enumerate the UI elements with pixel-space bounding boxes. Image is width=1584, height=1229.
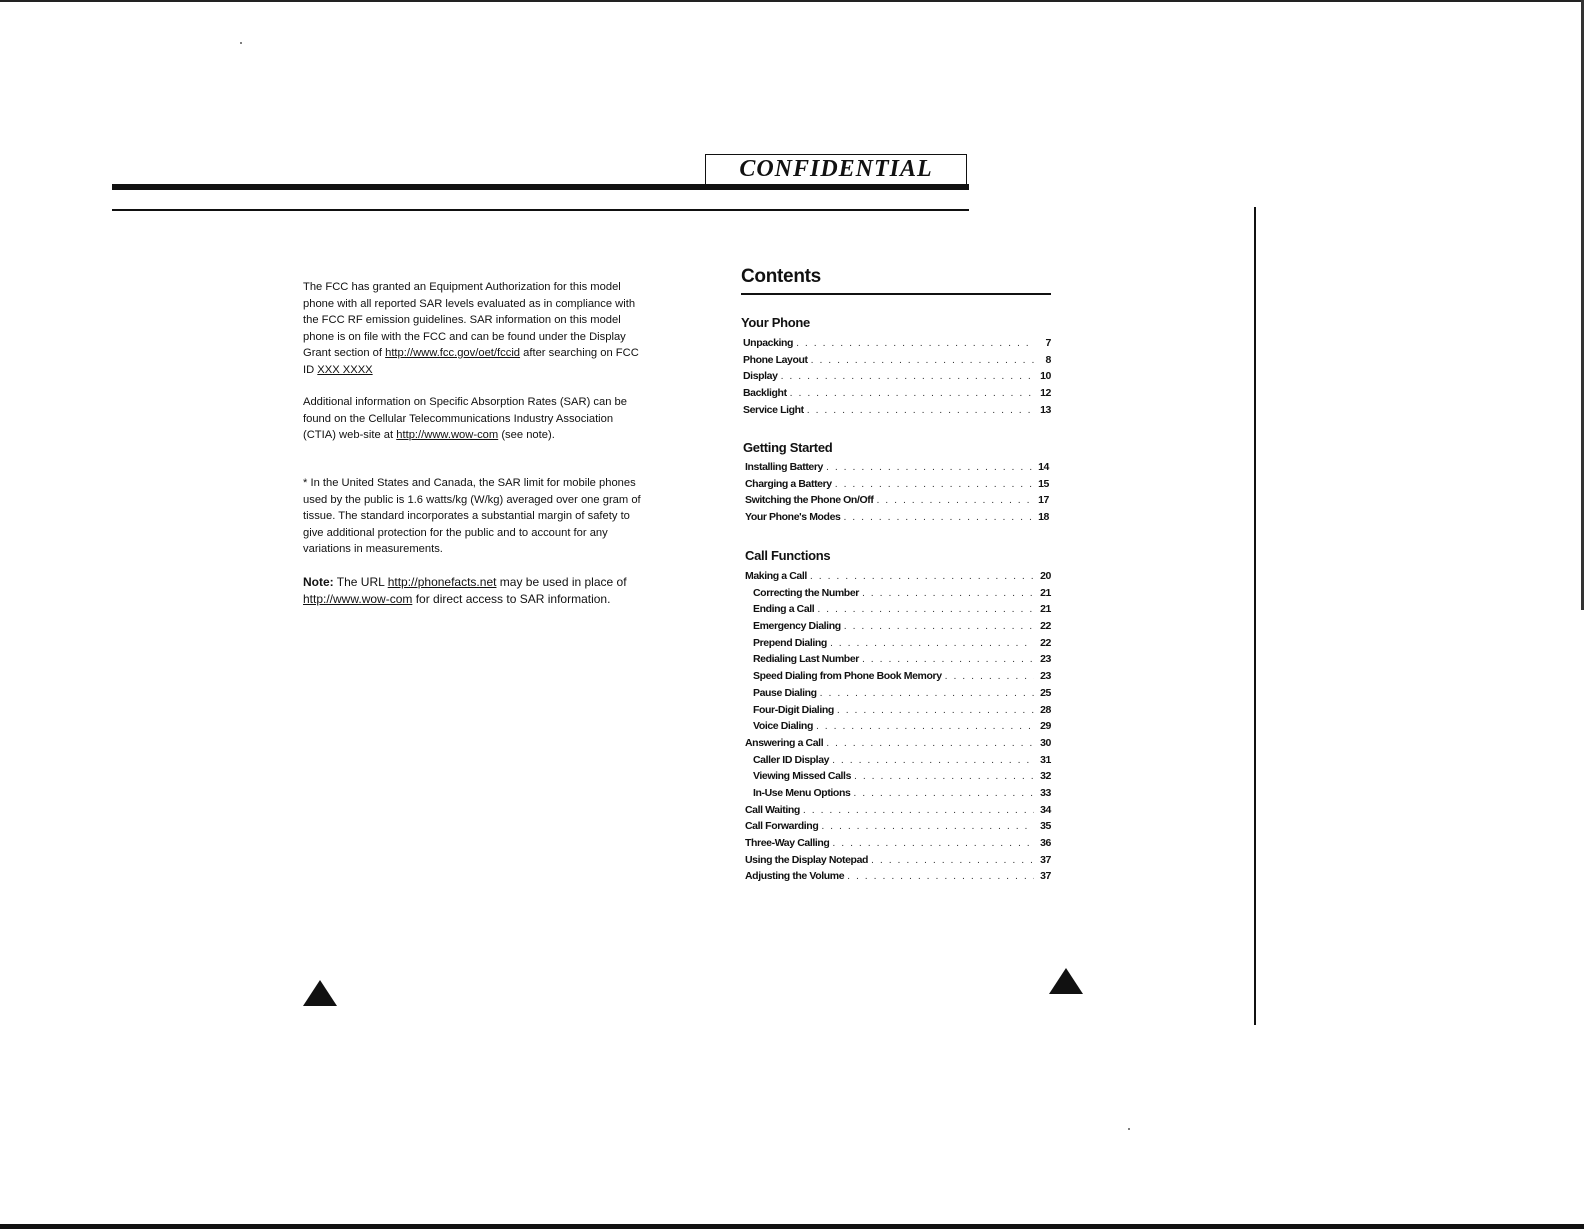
confidential-stamp bbox=[705, 154, 967, 184]
toc-page-number: 37 bbox=[1040, 853, 1051, 866]
toc-entry-label: Redialing Last Number bbox=[753, 653, 859, 666]
toc-dot-leader bbox=[862, 653, 1034, 665]
toc-page-number: 10 bbox=[1040, 370, 1051, 383]
toc-entry bbox=[745, 653, 1051, 670]
toc-entry-label: Three-Way Calling bbox=[745, 837, 830, 849]
toc-entry-label: Your Phone's Modes bbox=[745, 511, 841, 524]
toc-entry bbox=[745, 704, 1051, 721]
toc-entry bbox=[745, 737, 1051, 754]
phonefacts-link[interactable]: http://phonefacts.net bbox=[387, 575, 497, 589]
section-title-call-functions: Call Functions bbox=[745, 548, 831, 563]
toc-entry bbox=[743, 337, 1051, 354]
toc-page-number: 32 bbox=[1040, 770, 1051, 783]
toc-dot-leader bbox=[807, 404, 1034, 416]
toc-entry-label: Phone Layout bbox=[743, 353, 808, 366]
note-text: The URL bbox=[333, 575, 388, 589]
toc-page-number: 20 bbox=[1040, 570, 1051, 582]
toc-entry bbox=[745, 570, 1051, 587]
toc-entry bbox=[745, 687, 1051, 704]
toc-entry bbox=[745, 854, 1051, 871]
toc-dot-leader bbox=[810, 570, 1034, 582]
toc-entry-label: Switching the Phone On/Off bbox=[745, 494, 874, 507]
toc-entry bbox=[745, 870, 1051, 887]
toc-dot-leader bbox=[876, 494, 1032, 506]
toc-page-number: 33 bbox=[1040, 786, 1051, 799]
fcc-paragraph bbox=[303, 279, 643, 378]
toc-dot-leader bbox=[862, 587, 1034, 599]
wow-com-link[interactable]: http://www.wow-com bbox=[303, 591, 413, 606]
toc-entry-label: Unpacking bbox=[743, 337, 794, 349]
contents-title: Contents bbox=[741, 266, 821, 287]
toc-entry bbox=[745, 787, 1051, 804]
toc-entry bbox=[745, 670, 1051, 687]
toc-entry-label: Voice Dialing bbox=[753, 720, 813, 733]
note-text: for direct access to SAR information. bbox=[412, 591, 611, 606]
toc-page-number: 22 bbox=[1040, 636, 1051, 649]
toc-page-number: 29 bbox=[1040, 720, 1051, 733]
toc-entry bbox=[743, 370, 1051, 387]
toc-entry bbox=[745, 494, 1049, 511]
toc-dot-leader bbox=[830, 637, 1034, 649]
note-text: may be used in place of bbox=[496, 575, 627, 589]
toc-dot-leader bbox=[790, 387, 1034, 399]
toc-dot-leader bbox=[853, 787, 1034, 799]
toc-page-number: 14 bbox=[1038, 461, 1049, 473]
toc-entry bbox=[745, 478, 1049, 495]
toc-entry-label: Call Waiting bbox=[745, 803, 800, 816]
toc-entry-label: In-Use Menu Options bbox=[753, 786, 851, 799]
sar-text-after: (see note). bbox=[498, 429, 555, 441]
toc-entry-label: Installing Battery bbox=[745, 461, 823, 473]
header-thin-rule bbox=[112, 209, 969, 211]
toc-entry bbox=[745, 820, 1051, 837]
toc-list bbox=[743, 337, 1051, 420]
toc-dot-leader bbox=[871, 854, 1034, 866]
toc-entry-label: Pause Dialing bbox=[753, 686, 817, 699]
section-title-your-phone: Your Phone bbox=[741, 315, 810, 330]
toc-entry-label: Making a Call bbox=[745, 570, 807, 582]
toc-page-number: 12 bbox=[1040, 387, 1051, 400]
toc-page-number: 15 bbox=[1038, 477, 1049, 490]
fcc-link[interactable]: http://www.fcc.gov/oet/fccid bbox=[385, 347, 521, 359]
toc-page-number: 7 bbox=[1045, 337, 1051, 349]
toc-entry-label: Adjusting the Volume bbox=[745, 870, 845, 883]
toc-dot-leader bbox=[811, 354, 1034, 366]
toc-entry bbox=[743, 387, 1051, 404]
toc-entry bbox=[743, 404, 1051, 421]
toc-list bbox=[745, 570, 1051, 887]
note-paragraph bbox=[303, 574, 653, 607]
toc-entry-label: Speed Dialing from Phone Book Memory bbox=[753, 670, 942, 683]
toc-entry bbox=[745, 511, 1049, 528]
toc-page-number: 23 bbox=[1040, 670, 1051, 683]
toc-entry bbox=[745, 461, 1049, 478]
toc-page-number: 34 bbox=[1040, 803, 1051, 816]
toc-page-number: 22 bbox=[1040, 620, 1051, 633]
toc-dot-leader bbox=[821, 820, 1034, 832]
page-gutter-line bbox=[1254, 207, 1256, 1025]
toc-entry bbox=[745, 754, 1051, 771]
toc-page-number: 8 bbox=[1045, 353, 1051, 366]
toc-page-number: 13 bbox=[1040, 403, 1051, 416]
toc-entry bbox=[745, 720, 1051, 737]
toc-entry bbox=[745, 620, 1051, 637]
toc-entry-label: Answering a Call bbox=[745, 736, 824, 749]
toc-entry-label: Display bbox=[743, 370, 778, 383]
toc-page-number: 31 bbox=[1040, 753, 1051, 766]
toc-entry-label: Call Forwarding bbox=[745, 820, 819, 833]
triangle-page-marker-icon bbox=[1049, 968, 1083, 994]
toc-entry bbox=[745, 637, 1051, 654]
toc-entry bbox=[745, 603, 1051, 620]
page-top-edge bbox=[0, 0, 1584, 2]
toc-dot-leader bbox=[843, 511, 1032, 523]
toc-entry bbox=[745, 837, 1051, 854]
fcc-id: XXX XXXX bbox=[317, 363, 373, 376]
toc-dot-leader bbox=[854, 770, 1034, 782]
toc-entry-label: Charging a Battery bbox=[745, 477, 832, 490]
triangle-page-marker-icon bbox=[303, 980, 337, 1006]
toc-dot-leader bbox=[826, 461, 1032, 473]
toc-dot-leader bbox=[796, 337, 1034, 349]
toc-entry-label: Caller ID Display bbox=[753, 753, 830, 766]
toc-page-number: 18 bbox=[1038, 511, 1049, 524]
toc-dot-leader bbox=[826, 737, 1034, 749]
toc-entry-label: Backlight bbox=[743, 387, 787, 400]
section-title-getting-started: Getting Started bbox=[743, 440, 833, 455]
fcc-text-after: after searching on FCC ID bbox=[303, 347, 639, 376]
toc-dot-leader bbox=[945, 670, 1034, 682]
toc-entry-label: Correcting the Number bbox=[753, 586, 859, 599]
toc-dot-leader bbox=[820, 687, 1034, 699]
toc-entry-label: Ending a Call bbox=[753, 603, 815, 616]
toc-entry-label: Using the Display Notepad bbox=[745, 853, 869, 866]
fcc-text: The FCC has granted an Equipment Authorization for this model phone with all reported SAR levels evaluated as in compliance with the FCC RF emission guidelines. SAR information on this model phone is on file with the FCC and can be found under the Display Grant section of bbox=[303, 281, 636, 359]
toc-dot-leader bbox=[803, 804, 1034, 816]
note-label: Note: bbox=[303, 575, 334, 589]
toc-entry bbox=[743, 354, 1051, 371]
toc-dot-leader bbox=[844, 620, 1034, 632]
toc-entry-label: Service Light bbox=[743, 403, 804, 416]
toc-page-number: 35 bbox=[1040, 820, 1051, 833]
toc-dot-leader bbox=[816, 720, 1034, 732]
toc-dot-leader bbox=[781, 370, 1034, 382]
toc-entry-label: Four-Digit Dialing bbox=[753, 703, 834, 716]
sar-footnote: * In the United States and Canada, the SAR limit for mobile phones used by the public is 1.6 watts/kg (W/kg) averaged over one gram of tissue. The standard incorporates a substantial margin of safety to give additional protection for the public and to account for any variations in measurements. bbox=[303, 477, 641, 555]
toc-page-number: 30 bbox=[1040, 736, 1051, 749]
toc-page-number: 17 bbox=[1038, 494, 1049, 507]
contents-rule bbox=[741, 293, 1051, 295]
toc-page-number: 23 bbox=[1040, 653, 1051, 666]
toc-entry-label: Viewing Missed Calls bbox=[753, 770, 852, 783]
toc-entry-label: Emergency Dialing bbox=[753, 620, 841, 633]
toc-dot-leader bbox=[837, 704, 1034, 716]
scan-speck bbox=[1128, 1128, 1130, 1130]
page-bottom-edge bbox=[0, 1224, 1584, 1229]
toc-entry bbox=[745, 770, 1051, 787]
toc-page-number: 21 bbox=[1040, 586, 1051, 599]
toc-page-number: 28 bbox=[1040, 703, 1051, 716]
ctia-link[interactable]: http://www.wow-com bbox=[396, 429, 499, 441]
toc-page-number: 21 bbox=[1040, 603, 1051, 616]
toc-dot-leader bbox=[832, 837, 1034, 849]
scan-speck bbox=[240, 42, 242, 44]
toc-entry bbox=[745, 587, 1051, 604]
toc-entry bbox=[745, 804, 1051, 821]
toc-page-number: 36 bbox=[1040, 837, 1051, 849]
toc-list bbox=[745, 461, 1049, 528]
toc-dot-leader bbox=[835, 478, 1032, 490]
sar-text: Additional information on Specific Absorption Rates (SAR) can be found on the Cellular Telecommunications Industry Association (CTIA) web-site at bbox=[303, 396, 627, 441]
toc-dot-leader bbox=[817, 603, 1034, 615]
sar-paragraph bbox=[303, 394, 643, 444]
toc-entry-label: Prepend Dialing bbox=[753, 636, 827, 649]
toc-page-number: 25 bbox=[1040, 686, 1051, 699]
confidential-label: CONFIDENTIAL bbox=[739, 156, 933, 182]
toc-dot-leader bbox=[832, 754, 1034, 766]
toc-page-number: 37 bbox=[1040, 870, 1051, 883]
toc-dot-leader bbox=[847, 870, 1034, 882]
header-thick-rule bbox=[112, 184, 969, 190]
